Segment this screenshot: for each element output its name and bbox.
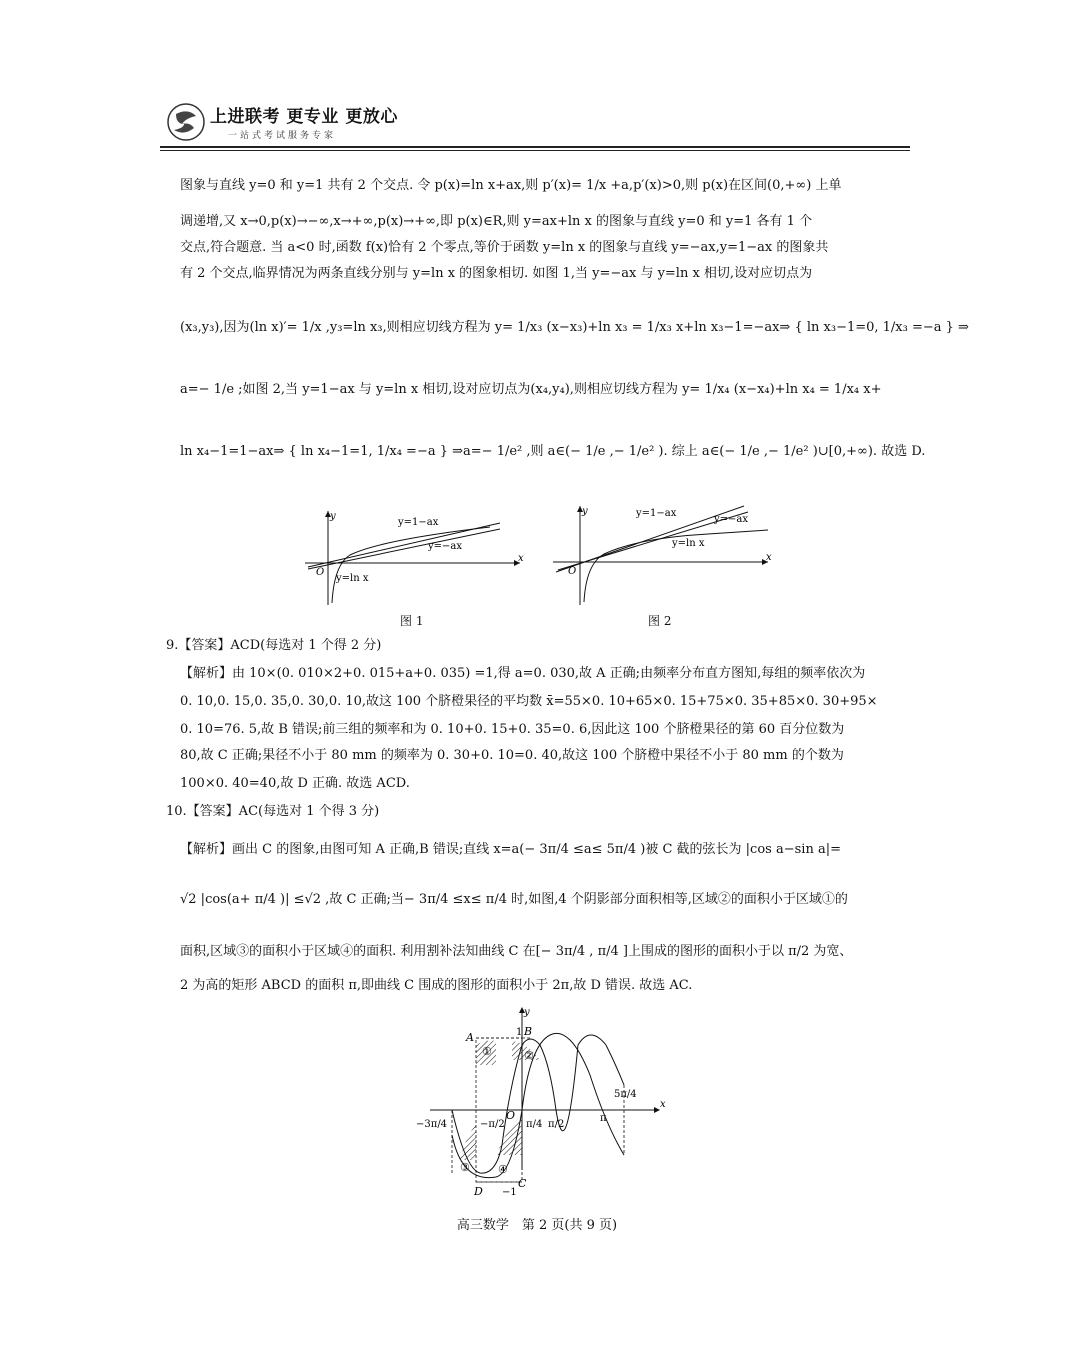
fig2-caption: 图 2 <box>648 614 672 628</box>
fig3-label-D: D <box>474 1185 483 1198</box>
fig1-ln-curve <box>332 527 490 603</box>
q8-line-5: (x₃,y₃),因为(ln x)′= 1/x ,y₃=ln x₃,则相应切线方程为 y= 1/x₃ (x−x₃)+ln x₃ = 1/x₃ x+ln x₃−1=−ax⇒ { ln x₃−1=0, 1/x₃ =−a } ⇒ <box>180 320 969 335</box>
fig3-label-region-4: ④ <box>498 1163 508 1176</box>
q9-line-1: 【解析】由 10×(0. 010×2+0. 015+a+0. 035) =1,得 a=0. 030,故 A 正确;由频率分布直方图知,每组的频率依次为 <box>180 666 866 681</box>
brand-name: 上进联考 更专业 更放心 <box>210 107 398 127</box>
q8-line-4: 有 2 个交点,临界情况为两条直线分别与 y=ln x 的图象相切. 如图 1,当 y=−ax 与 y=ln x 相切,设对应切点为 <box>180 266 813 281</box>
fig1-x-label: x <box>518 553 524 564</box>
fig2-x-label: x <box>766 552 772 563</box>
q8-line-7: ln x₄−1=1−ax⇒ { ln x₄−1=1, 1/x₄ =−a } ⇒a=− 1/e² ,则 a∈(− 1/e ,− 1/e² ). 综上 a∈(− 1/e ,− 1/e² )∪[0,+∞). 故选 D. <box>180 444 926 459</box>
fig1-label-line-neg-ax: y=−ax <box>428 541 463 552</box>
brand-logo-icon <box>166 102 206 142</box>
fig3-tick-pi: π <box>600 1113 607 1124</box>
q8-line-1: 图象与直线 y=0 和 y=1 共有 2 个交点. 令 p(x)=ln x+ax,则 p′(x)= 1/x +a,p′(x)>0,则 p(x)在区间(0,+∞) 上单 <box>180 178 842 193</box>
fig2-label-line-neg-ax: y=−ax <box>714 514 749 525</box>
q9-line-5: 100×0. 40=40,故 D 正确. 故选 ACD. <box>180 776 410 791</box>
q10-answer: 10.【答案】AC(每选对 1 个得 3 分) <box>166 804 380 819</box>
fig3-label-neg-one: −1 <box>502 1187 517 1198</box>
q8-line-2: 调递增,又 x→0,p(x)→−∞,x→+∞,p(x)→+∞,即 p(x)∈R,则 y=ax+ln x 的图象与直线 y=0 和 y=1 各有 1 个 <box>180 214 813 229</box>
fig1-origin-label: O <box>316 567 325 578</box>
fig1-line-1-ax <box>308 523 500 567</box>
fig1-label-ln: y=ln x <box>336 573 369 584</box>
fig3-tick-mpi2: −π/2 <box>480 1119 505 1130</box>
q8-line-3: 交点,符合题意. 当 a<0 时,函数 f(x)恰有 2 个零点,等价于函数 y=ln x 的图象与直线 y=−ax,y=1−ax 的图象共 <box>180 240 829 255</box>
figure-2 <box>548 500 778 610</box>
fig1-caption: 图 1 <box>400 614 424 628</box>
fig3-label-B: B <box>524 1025 533 1038</box>
figure-1 <box>300 505 530 610</box>
fig3-label-one: 1 <box>516 1027 523 1038</box>
fig3-x-label: x <box>660 1099 666 1110</box>
q9-line-2: 0. 10,0. 15,0. 35,0. 30,0. 10,故这 100 个脐橙果径的平均数 x̄=55×0. 10+65×0. 15+75×0. 35+85×0. 30+95× <box>180 694 878 709</box>
fig3-region-3 <box>460 1125 476 1160</box>
fig2-label-line-1-ax: y=1−ax <box>636 508 677 519</box>
fig3-tick-pi2: π/2 <box>548 1119 565 1130</box>
fig3-label-A: A <box>466 1031 474 1044</box>
q10-line-2: √2 |cos(a+ π/4 )| ≤√2 ,故 C 正确;当− 3π/4 ≤x≤ π/4 时,如图,4 个阴影部分面积相等,区域②的面积小于区域①的 <box>180 892 848 907</box>
q10-line-3: 面积,区域③的面积小于区域④的面积. 利用割补法知曲线 C 在[− 3π/4 , π/4 ]上围成的图形的面积小于以 π/2 为宽、 <box>180 944 853 959</box>
header-rule-thin <box>160 150 910 151</box>
fig3-tick-5pi4: 5π/4 <box>614 1089 637 1100</box>
fig3-label-region-3: ③ <box>460 1161 470 1174</box>
fig2-label-ln: y=ln x <box>672 538 705 549</box>
fig1-label-line-1-ax: y=1−ax <box>398 517 439 528</box>
page-footer: 高三数学 第 2 页(共 9 页) <box>456 1218 618 1233</box>
fig3-tick-m3pi4: −3π/4 <box>416 1119 448 1130</box>
q9-answer: 9.【答案】ACD(每选对 1 个得 2 分) <box>166 638 382 653</box>
q10-line-1: 【解析】画出 C 的图象,由图可知 A 正确,B 错误;直线 x=a(− 3π/4 ≤a≤ 5π/4 )被 C 截的弦长为 |cos a−sin a|= <box>180 842 841 857</box>
fig3-y-label: y <box>524 1007 530 1018</box>
figure-3 <box>410 1005 670 1198</box>
page-header <box>160 96 910 152</box>
q9-line-3: 0. 10=76. 5,故 B 错误;前三组的频率和为 0. 10+0. 15+0. 35=0. 6,因此这 100 个脐橙果径的第 60 百分位数为 <box>180 722 845 737</box>
fig2-origin-label: O <box>568 566 577 577</box>
fig2-y-label: y <box>582 506 588 517</box>
fig1-y-label: y <box>330 511 336 522</box>
fig3-label-O: O <box>506 1109 516 1122</box>
fig3-tick-pi4: π/4 <box>526 1119 543 1130</box>
q8-line-6: a=− 1/e ;如图 2,当 y=1−ax 与 y=ln x 相切,设对应切点为(x₄,y₄),则相应切线方程为 y= 1/x₄ (x−x₄)+ln x₄ = 1/x₄ x+ <box>180 382 882 397</box>
fig3-label-C: C <box>518 1177 527 1190</box>
fig3-label-region-1: ① <box>482 1045 492 1058</box>
brand-slogan: 一站式考试服务专家 <box>228 131 337 141</box>
q9-line-4: 80,故 C 正确;果径不小于 80 mm 的频率为 0. 30+0. 10=0. 40,故这 100 个脐橙中果径不小于 80 mm 的个数为 <box>180 748 844 763</box>
fig3-label-region-2: ② <box>524 1049 534 1062</box>
header-rule <box>160 146 910 148</box>
q10-line-4: 2 为高的矩形 ABCD 的面积 π,即曲线 C 围成的图形的面积小于 2π,故 D 错误. 故选 AC. <box>180 978 693 993</box>
